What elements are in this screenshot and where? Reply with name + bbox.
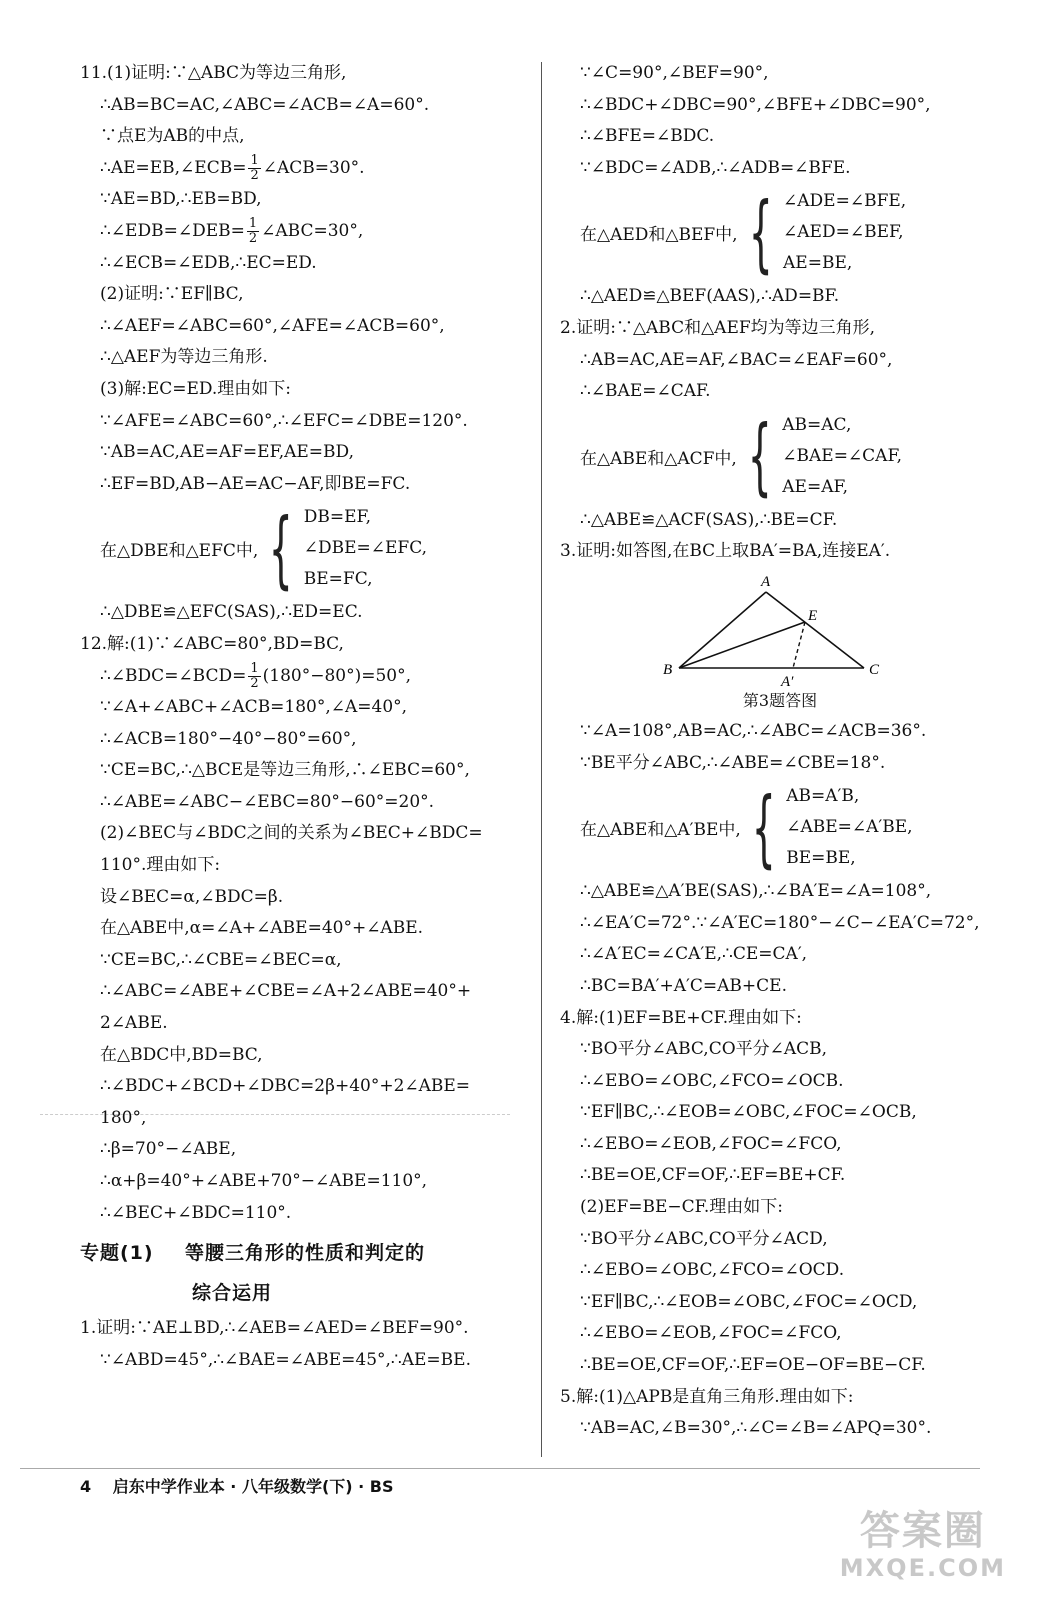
text-line: ∴∠EBO=∠OBC,∠FCO=∠OCD.	[580, 1260, 845, 1281]
text-line	[80, 216, 530, 248]
text-line: ∴∠EBO=∠EOB,∠FOC=∠FCO,	[580, 1133, 842, 1154]
fraction-one-half	[248, 154, 260, 183]
condition: AE=BE,	[783, 253, 853, 274]
text-segment: ∠ACB=30°.	[262, 157, 365, 178]
label-e: E	[808, 607, 818, 624]
fraction-one-half	[247, 217, 259, 246]
text-line: ∵AE=BD,∴EB=BD,	[100, 189, 262, 210]
fraction-denominator: 2	[250, 675, 259, 691]
label-a: A	[761, 573, 771, 590]
brace-block	[560, 183, 1000, 282]
text-line: (3)解:EC=ED.理由如下:	[100, 378, 292, 399]
watermark-text: 答案圈	[859, 1508, 986, 1554]
footer-rule	[20, 1468, 980, 1469]
condition: AB=A′B,	[786, 786, 860, 807]
text-line: ∴AB=AC,AE=AF,∠BAC=∠EAF=60°,	[580, 349, 893, 370]
text-line: ∴β=70°−∠ABE,	[100, 1139, 237, 1160]
text-line: ∴∠ABC=∠ABE+∠CBE=∠A+2∠ABE=40°+	[100, 981, 472, 1002]
text-line: 2.证明:∵△ABC和△AEF均为等边三角形,	[560, 317, 876, 338]
segment-be	[679, 622, 805, 668]
text-line: ∴△ABE≌△A′BE(SAS),∴∠BA′E=∠A=108°,	[580, 881, 932, 902]
book-title: 启东中学作业本 · 八年级数学(下) · BS	[112, 1477, 394, 1496]
text-segment: ∴∠BDC=∠BCD=	[100, 665, 247, 686]
text-line: ∵AB=AC,∠B=30°,∴∠C=∠B=∠APQ=30°.	[580, 1418, 932, 1439]
text-line: ∴∠BAE=∠CAF.	[580, 381, 711, 402]
text-line: ∵BO平分∠ABC,CO平分∠ACB,	[580, 1039, 828, 1060]
text-line: 11.(1)证明:∵△ABC为等边三角形,	[80, 63, 347, 83]
label-b: B	[663, 661, 673, 678]
text-line: (2)∠BEC与∠BDC之间的关系为∠BEC+∠BDC=	[100, 823, 483, 844]
text-line: 在△BDC中,BD=BC,	[100, 1044, 263, 1065]
text-line: 12.解:(1)∵∠ABC=80°,BD=BC,	[80, 633, 344, 654]
text-line: ∴α+β=40°+∠ABE+70°−∠ABE=110°,	[100, 1171, 428, 1191]
text-line: ∴∠EBO=∠EOB,∠FOC=∠FCO,	[580, 1323, 842, 1344]
brace-block	[560, 407, 1000, 506]
text-line: ∴△DBE≌△EFC(SAS),∴ED=EC.	[100, 602, 363, 623]
brace-block	[80, 499, 530, 598]
text-line: ∵点E为AB的中点,	[100, 126, 245, 147]
text-line: 4.解:(1)EF=BE+CF.理由如下:	[560, 1007, 802, 1028]
fraction-numerator: 1	[248, 215, 258, 231]
text-line: ∴∠ACB=180°−40°−80°=60°,	[100, 728, 357, 749]
page-footer	[80, 1474, 394, 1497]
text-line	[80, 153, 530, 185]
text-line: 2∠ABE.	[100, 1013, 168, 1034]
text-line: ∴∠ABE=∠ABC−∠EBC=80°−60°=20°.	[100, 791, 435, 812]
text-line: ∵∠AFE=∠ABC=60°,∴∠EFC=∠DBE=120°.	[100, 410, 468, 431]
text-line: (2)EF=BE−CF.理由如下:	[580, 1197, 783, 1218]
text-line: ∴BE=OE,CF=OF,∴EF=OE−OF=BE−CF.	[580, 1355, 926, 1376]
topic-label: 专题(1)	[80, 1242, 154, 1265]
brace-block	[560, 778, 1000, 877]
fraction-numerator: 1	[250, 152, 259, 168]
text-line: ∴∠BDC+∠DBC=90°,∠BFE+∠DBC=90°,	[580, 94, 931, 115]
text-line: 110°.理由如下:	[100, 855, 221, 876]
segment-ab	[679, 592, 766, 668]
text-segment: ∴∠EDB=∠DEB=	[100, 220, 245, 241]
text-line: ∵BE平分∠ABC,∴∠ABE=∠CBE=18°.	[580, 752, 886, 773]
text-line: ∴∠BDC+∠BCD+∠DBC=2β+40°+2∠ABE=	[100, 1076, 471, 1097]
fraction-denominator: 2	[250, 167, 259, 183]
condition: ∠ADE=∠BFE,	[783, 191, 907, 212]
topic-heading	[80, 1233, 530, 1273]
topic-title-cont: 综合运用	[192, 1282, 273, 1305]
brace-intro: 在△DBE和△EFC中,	[100, 541, 259, 562]
text-line: 设∠BEC=α,∠BDC=β.	[100, 886, 284, 907]
segment-ac	[766, 592, 864, 668]
topic-title: 等腰三角形的性质和判定的	[185, 1242, 426, 1265]
text-line: ∵BO平分∠ABC,CO平分∠ACD,	[580, 1228, 828, 1249]
condition: ∠AED=∠BEF,	[783, 222, 904, 243]
text-line: ∵CE=BC,∴∠CBE=∠BEC=α,	[100, 949, 342, 970]
text-line: 180°,	[100, 1107, 147, 1128]
text-line: ∴∠EBO=∠OBC,∠FCO=∠OCB.	[580, 1070, 844, 1091]
text-line: ∵EF∥BC,∴∠EOB=∠OBC,∠FOC=∠OCD,	[580, 1291, 918, 1312]
brace-intro: 在△AED和△BEF中,	[580, 225, 738, 246]
text-line: ∵CE=BC,∴△BCE是等边三角形,∴∠EBC=60°,	[100, 760, 470, 781]
brace-intro: 在△ABE和△A′BE中,	[580, 820, 741, 841]
text-line: ∴△AEF为等边三角形.	[100, 347, 268, 368]
column-divider	[541, 62, 542, 1457]
page-number: 4	[80, 1477, 92, 1496]
text-line: ∵∠BDC=∠ADB,∴∠ADB=∠BFE.	[580, 157, 851, 178]
condition: ∠ABE=∠A′BE,	[786, 817, 913, 838]
text-line: 3.证明:如答图,在BC上取BA′=BA,连接EA′.	[560, 541, 891, 562]
fraction-numerator: 1	[250, 660, 259, 676]
left-column	[80, 58, 530, 1376]
triangle-diagram	[560, 568, 1000, 686]
text-line: (2)证明:∵EF∥BC,	[100, 284, 244, 305]
text-line: ∵EF∥BC,∴∠EOB=∠OBC,∠FOC=∠OCB,	[580, 1102, 917, 1123]
text-line: ∵∠ABD=45°,∴∠BAE=∠ABE=45°,∴AE=BE.	[100, 1349, 471, 1370]
text-line: 在△ABE中,α=∠A+∠ABE=40°+∠ABE.	[100, 918, 424, 939]
text-segment: (180°−80°)=50°,	[262, 665, 412, 686]
topic-heading-cont	[80, 1273, 530, 1313]
text-line: ∴BC=BA′+A′C=AB+CE.	[580, 975, 787, 996]
text-line: ∴BE=OE,CF=OF,∴EF=BE+CF.	[580, 1165, 846, 1186]
label-c: C	[869, 661, 880, 678]
text-line: ∵∠A=108°,AB=AC,∴∠ABC=∠ACB=36°.	[580, 720, 927, 741]
text-line: ∴AB=BC=AC,∠ABC=∠ACB=∠A=60°.	[100, 94, 430, 115]
left-brace: {	[751, 778, 776, 877]
right-column	[560, 58, 1000, 1445]
text-line: ∴∠BFE=∠BDC.	[580, 126, 715, 147]
condition: AB=AC,	[782, 414, 852, 435]
text-line: 5.解:(1)△APB是直角三角形.理由如下:	[560, 1386, 854, 1407]
text-segment: ∴AE=EB,∠ECB=	[100, 157, 247, 178]
text-segment: ∠ABC=30°,	[261, 220, 364, 241]
text-line: 1.证明:∵AE⊥BD,∴∠AEB=∠AED=∠BEF=90°.	[80, 1318, 469, 1339]
condition: BE=BE,	[786, 848, 856, 869]
fraction-denominator: 2	[248, 230, 258, 246]
left-brace: {	[747, 407, 772, 506]
text-line: ∴∠A′EC=∠CA′E,∴CE=CA′,	[580, 944, 808, 965]
segment-ea-prime	[793, 622, 805, 668]
brace-conditions	[304, 502, 427, 595]
condition: ∠BAE=∠CAF,	[782, 445, 903, 466]
text-line: ∴∠AEF=∠ABC=60°,∠AFE=∠ACB=60°,	[100, 315, 445, 336]
text-line: ∵∠C=90°,∠BEF=90°,	[580, 63, 769, 83]
text-line: ∴△ABE≌△ACF(SAS),∴BE=CF.	[580, 509, 838, 530]
text-line	[80, 661, 530, 693]
brace-conditions	[782, 410, 902, 503]
text-line: ∴∠EA′C=72°.∵∠A′EC=180°−∠C−∠EA′C=72°,	[580, 912, 980, 933]
watermark-url: MXQE.COM	[839, 1554, 1006, 1582]
label-a-prime: A′	[781, 673, 794, 686]
text-line: ∴EF=BD,AB−AE=AC−AF,即BE=FC.	[100, 473, 411, 494]
condition: DB=EF,	[303, 507, 372, 528]
text-line: ∵∠A+∠ABC+∠ACB=180°,∠A=40°,	[100, 697, 408, 718]
text-line: ∴∠ECB=∠EDB,∴EC=ED.	[100, 252, 317, 273]
left-brace: {	[748, 183, 773, 282]
brace-conditions	[786, 781, 912, 874]
text-line: ∴∠BEC+∠BDC=110°.	[100, 1202, 292, 1223]
brace-intro: 在△ABE和△ACF中,	[580, 448, 737, 469]
watermark-logo	[840, 1508, 1006, 1582]
figure-caption: 第3题答图	[742, 690, 818, 710]
condition: AE=AF,	[782, 476, 849, 497]
brace-conditions	[783, 186, 906, 279]
fraction-one-half	[248, 662, 260, 691]
condition: BE=FC,	[303, 569, 373, 590]
text-line: ∵AB=AC,AE=AF=EF,AE=BD,	[100, 442, 354, 463]
condition: ∠DBE=∠EFC,	[303, 538, 428, 559]
left-brace: {	[268, 499, 294, 598]
triangle-figure	[560, 568, 1000, 686]
text-line: ∴△AED≌△BEF(AAS),∴AD=BF.	[580, 286, 840, 307]
